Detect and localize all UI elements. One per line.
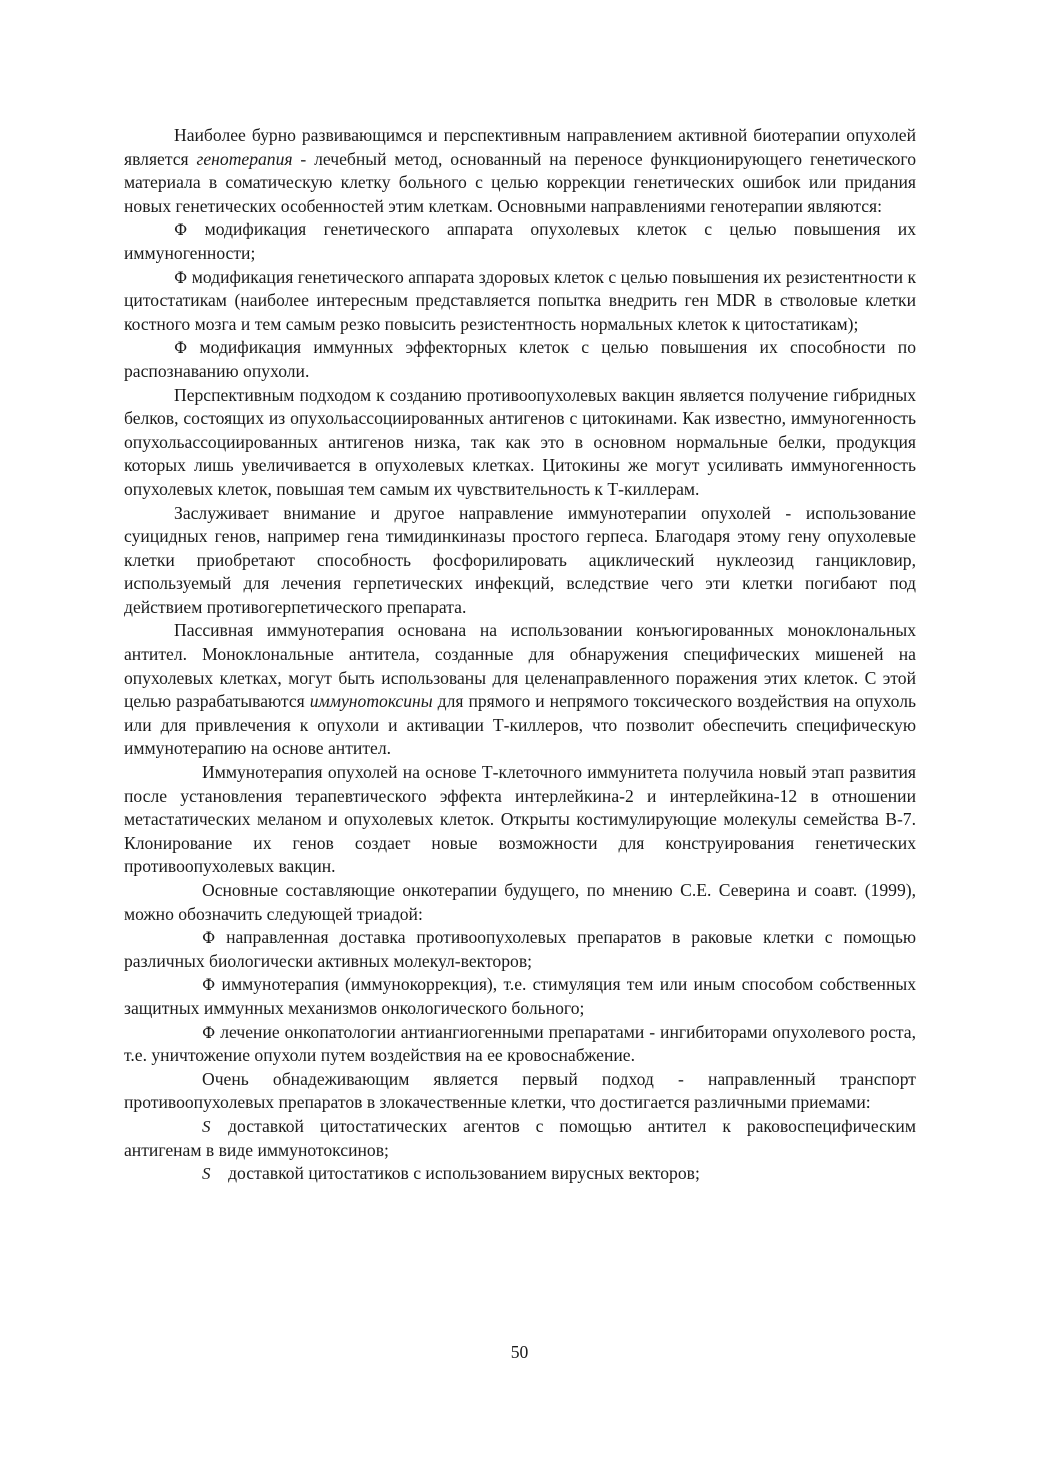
bullet-paragraph [124,1162,916,1186]
bullet-paragraph [124,1115,916,1162]
bullet-paragraph [124,336,916,383]
text-run: доставкой цитостатических агентов с помощью антител к раковоспецифическим антигенам в виде иммунотоксинов; [124,1115,916,1160]
text-run: Наиболее бурно развивающимся и перспективным направлением активной биотерапии опухолей является [124,125,916,169]
text-run: лечение онкопатологии антиангиогенными препаратами - ингибиторами опухолевого роста, т.е. уничтожение опухоли путем воздействия на ее кровоснабжение. [124,1021,917,1066]
paragraph [124,502,916,620]
bullet-paragraph [124,926,916,973]
text-run: доставкой цитостатиков с использованием вирусных векторов; [228,1163,700,1184]
text-run: - лечебный метод, основанный на переносе функционирующего генетического материала в соматическую клетку больного с целью коррекции генетических ошибок или придания новых генетических особенностей этим клеткам. Основными направлениями генотерапии являются: [124,148,916,216]
text-run: Пассивная иммунотерапия основана на использовании конъюгированных моноклональных антител. Моноклональные антитела, созданные для обнаружения специфических мишеней на опухолевых клетках, могут быть использованы для целенаправленного поражения этих клеток. С этой целью разрабатываются [124,620,916,712]
italic-term: иммунотоксины [309,691,433,712]
paragraph [124,384,916,502]
text-run: Основные составляющие онкотерапии будущего, по мнению С.Е. Северина и соавт. (1999), можно обозначить следующей триадой: [124,880,916,924]
paragraph [124,761,916,879]
bullet-paragraph [124,973,916,1020]
text-run: Заслуживает внимание и другое направление иммунотерапии опухолей - использование суицидных генов, например гена тимидинкиназы простого герпеса. Благодаря этому гену опухолевые клетки приобретают способность фосфорилировать ациклический нуклеозид ганцикловир, используемый для лечения герпетических инфекций, вследствие чего эти клетки погибают под действием противогерпетического препарата. [124,502,916,617]
bullet-marker: Ф [174,220,188,240]
bullet-marker: S [202,1116,211,1136]
text-run: Очень обнадеживающим является первый подход - направленный транспорт противоопухолевых препаратов в злокачественные клетки, что достигается различными приемами: [124,1068,916,1113]
paragraph [124,1068,916,1115]
bullet-marker: Ф [174,267,188,287]
bullet-paragraph [124,266,916,337]
bullet-paragraph [124,218,916,265]
text-run: иммунотерапия (иммунокоррекция), т.е. стимуляция тем или иным способом собственных защитных иммунных механизмов онкологического больного; [124,974,916,1018]
text-run: Перспективным подходом к созданию противоопухолевых вакцин является получение гибридных белков, состоящих из опухольассоциированных антигенов с цитокинами. Как известно, иммуногенность опухольассоциированных антигенов низка, так как это в основном нормальные белки, продукция которых лишь увеличивается в опухолевых клетках. Цитокины же могут усиливать иммуногенность опухолевых клеток, повышая тем самым их чувствительность к Т-киллерам. [124,384,916,499]
text-run: модификация генетического аппарата опухолевых клеток с целью повышения их иммуногенности; [124,219,916,263]
bullet-marker: Ф [202,928,216,948]
text-run: для прямого и непрямого токсического воздействия на опухоль или для привлечения к опухоли и активации Т-киллеров, что позволит обеспечить специфическую иммунотерапию на основе антител. [124,691,916,759]
bullet-marker: Ф [202,975,216,995]
text-run: модификация иммунных эффекторных клеток с целью повышения их способности по распознаванию опухоли. [124,337,916,381]
text-run: Иммунотерапия опухолей на основе Т-клеточного иммунитета получила новый этап развития после установления терапевтического эффекта интерлейкина-2 и интерлейкина-12 в отношении метастатических меланом и опухолевых клеток. Открыты костимулирующие молекулы семейства В-7. Клонирование их генов создает новые возможности для конструирования генетических противоопухолевых вакцин. [124,762,916,877]
text-run: модификация генетического аппарата здоровых клеток с целью повышения их резистентности к цитостатикам (наиболее интересным представляется попытка внедрить ген MDR в стволовые клетки костного мозга и тем самым резко повысить резистентность нормальных клеток к цитостатикам); [124,266,916,334]
paragraph [124,124,916,218]
bullet-marker: Ф [202,1022,216,1042]
bullet-marker: Ф [174,338,188,358]
text-run: направленная доставка противоопухолевых препаратов в раковые клетки с помощью различных биологически активных молекул-векторов; [124,927,916,971]
paragraph [124,879,916,926]
italic-term: генотерапия [196,148,293,169]
page-body [124,124,916,1186]
bullet-marker: S [202,1164,211,1184]
bullet-paragraph [124,1021,916,1068]
page-number: 50 [510,1342,529,1362]
paragraph [124,619,916,761]
